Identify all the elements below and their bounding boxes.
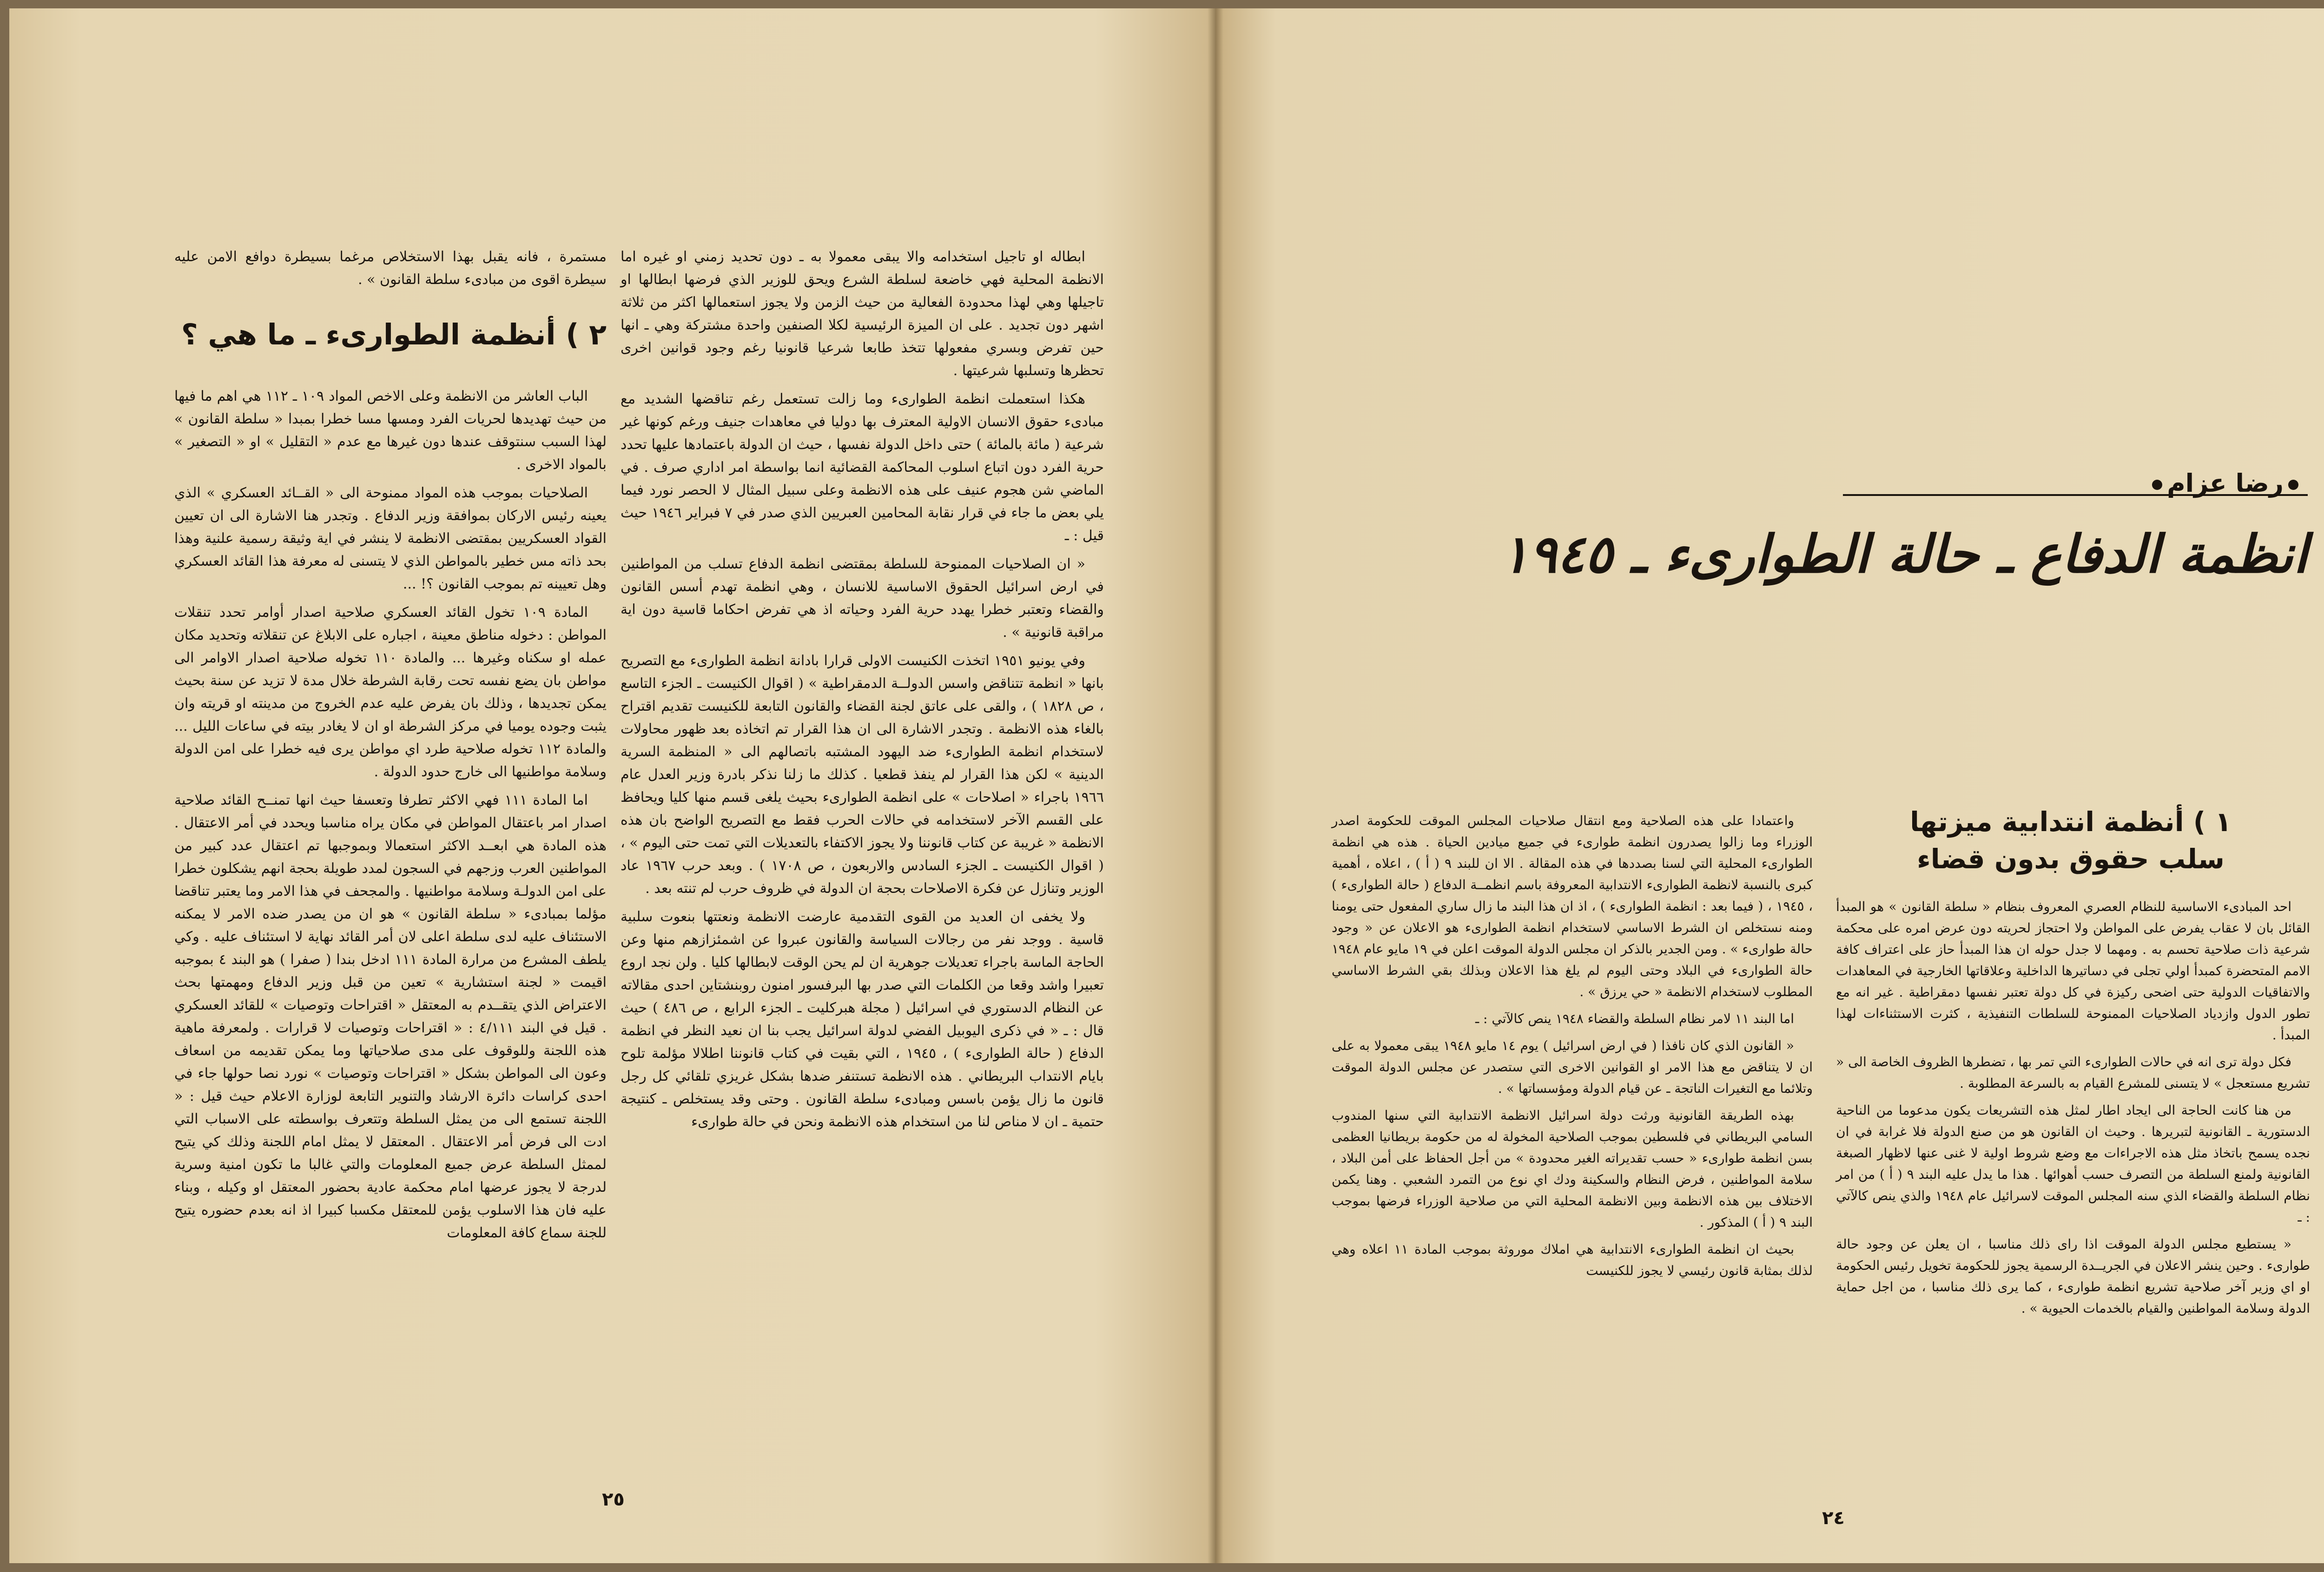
section-1-title-line-1: ١ ) أنظمة انتدابية ميزتها xyxy=(1910,806,2232,838)
author-byline xyxy=(1866,469,2303,498)
paragraph: ابطاله او تاجيل استخدامه والا يبقى معمولا به ـ دون تحديد زمني او غيره اما الانظمة المحلية فهي خاضعة لسلطة الشرع ويحق للوزير الذي فرضها ابطالها او تاجيلها وهي لهذا محدودة الفعالية من حيث الزمن ولا يجوز استعمالها اكثر من ثلاثة اشهر دون تجديد . على ان الميزة الرئيسية لكلا الصنفين واحدة مشتركة وهي ـ انها حين تفرض وبسري مفعولها تتخذ طابعا شرعيا قانونيا رغم وجود قوانين اخرى تحظرها وتسلبها شرعيتها . xyxy=(621,249,1104,379)
page-number: ٢٤ xyxy=(1822,1507,1845,1529)
paragraph: اما المادة ١١١ فهي الاكثر تطرفا وتعسفا حيث انها تمنــح القائد صلاحية اصدار امر باعتقال المواطن في مكان يراه مناسبا ويحدد في أمر الاعتقال . هذه المادة هي ابعــد الاكثر استعمالا وبموجبها تم اعتقال عدد كبير من المواطنين العرب وزجهم في السجون لمدد طويلة بحجة انهم يشكلون خطرا على امن الدولـة وسلامة مواطنيها . والمجحف في هذا الامر وما يعتبر تناقضا مؤلما بمبادىء « سلطة القانون » هو ان من يصدر ضده الامر لا يمكنه الاستئناف عليه لدى سلطة اعلى لان أمر القائد نهاية لا استئناف عليه . وكي يلطف المشرع من مرارة المادة ١١١ ادخل بندا ( صفرا ) هو البند ٤ بموجبه اقيمت « لجنة استشارية » تعين من قبل وزير الدفاع ومهمتها بحث الاعتراض الذي يتقــدم به المعتقل « اقتراحات وتوصيات » للقائد العسكري . قيل في البند ٤/١١١ : « اقتراحات وتوصيات لا قرارات . ولمعرفة ماهية هذه اللجنة وللوقوف على مدى صلاحياتها وما يمكن تقديمه من اسعاف وعون الى المواطن بشكل « اقتراحات وتوصيات » نورد نصا حولها جاء في احدى كراسات دائرة الارشاد والتنوير التابعة لوزارة الاعلام حيث قيل : « اللجنة تستمع الى من يمثل السلطة وتتعرف بواسطته على الاسباب التي ادت الى فرض أمر الاعتقال . المعتقل لا يمثل امام اللجنة وذلك كي يتيح لممثل السلطة عرض جميع المعلومات والتي غالبا ما تكون امنية وسرية لدرجة لا يجوز عرضها امام محكمة عادية بحضور المعتقل او وكيله ، وبناء عليه فان هذا الاسلوب يؤمن للمعتقل مكسبا كبيرا اذ انه بعدم حضوره يتيح للجنة سماع كافة المعلومات xyxy=(174,792,607,1241)
author-name: رضا عزام xyxy=(2167,469,2284,498)
paragraph: ولا يخفى ان العديد من القوى التقدمية عارضت الانظمة ونعتتها بنعوت سلبية قاسية . ووجد نفر من رجالات السياسة والقانون عبروا عن اشمئزازهم منها وعن الحاجة الماسة باجراء تعديلات جوهرية ان لم يحن الوقت لابطالها كليا . ولن نجد اروع تعبيرا واشد وقعا من الكلمات التي صدر بها البرفسور امنون روبنشتاين احدى مقالاته عن النظام الدستوري في اسرائيل ( مجلة هبركليت ـ الجزء الرابع ، ص ٤٨٦ ) حيث قال : ـ « في ذكرى اليوبيل الفضي لدولة اسرائيل يجب بنا ان نعيد النظر في انظمة الدفاع ( حالة الطوارىء ) ، ١٩٤٥ ، التي بقيت في كتاب قانوننا اطلالا مؤلمة تلوح بايام الانتداب البريطاني . هذه الانظمة تستنفر ضدها بشكل غريزي تلقائي كل رجل قانون ما زال يؤمن باسس ومبادىء سلطة القانون . وحتى وقد يستخلص ـ كنتيجة حتمية ـ ان لا مناص لنا من استخدام هذه الانظمة ونحن في حالة طوارىء xyxy=(621,909,1104,1130)
paragraph: بهذه الطريقة القانونية ورثت دولة اسرائيل الانظمة الانتدابية التي سنها المندوب السامي البريطاني في فلسطين بموجب الصلاحية المخولة له من حكومة بريطانيا العظمى بسن انظمة طوارىء « حسب تقديراته الغير محدودة » من أجل الحفاظ على أمن البلاد ، سلامة المواطنين ، فرض النظام والسكينة ودك اي نوع من التمرد الشعبي . وهنا يكمن الاختلاف بين هذه الانظمة وبين الانظمة المحلية التي من صلاحية الوزراء فرضها بموجب البند ٩ ( أ ) المذكور . xyxy=(1332,1108,1813,1230)
paragraph: الباب العاشر من الانظمة وعلى الاخص المواد ١٠٩ ـ ١١٢ هي اهم ما فيها من حيث تهديدها لحريات الفرد ومسها مسا خطرا بمبدا « سلطة القانون » لهذا السبب سنتوقف عندها دون غيرها مع عدم « التقليل » او « التصغير » بالمواد الاخرى . xyxy=(174,388,607,473)
section-1-title-line-2: سلب حقوق بدون قضاء xyxy=(1917,843,2225,875)
paragraph: المادة ١٠٩ تخول القائد العسكري صلاحية اصدار أوامر تحدد تنقلات المواطن : دخوله مناطق معينة ، اجباره على الابلاغ عن تنقلاته وتحديد مكان عمله او سكناه وغيرها ... والمادة ١١٠ تخوله صلاحية اصدار الاوامر الى مواطن بان يضع نفسه تحت رقابة الشرطة خلال مدة لا تزيد عن سنة بحيث يمكن تجديدها ، وذلك بان يفرض عليه عدم الخروج من مدينته او قريته وان يثبت وجوده يوميا في مركز الشرطة او ان لا يغادر بيته في ساعات الليل ... والمادة ١١٢ تخوله صلاحية طرد اي مواطن يرى فيه خطرا على امن الدولة وسلامة مواطنيها الى خارج حدود الدولة . xyxy=(174,604,607,780)
quote-paragraph: « ان الصلاحيات الممنوحة للسلطة بمقتضى انظمة الدفاع تسلب من المواطنين في ارض اسرائيل الحقوق الاساسية للانسان ، وهي انظمة تهدم أسس القانون والقضاء وتعتبر خطرا يهدد حرية الفرد وحياته اذ هي تفرض احكاما قاسية دون اية مراقبة قانونية » . xyxy=(621,556,1104,641)
right-page xyxy=(1215,8,2324,1563)
magazine-spread xyxy=(9,8,2324,1563)
right-page-right-column xyxy=(1836,896,2310,1500)
quote-paragraph: « القانون الذي كان نافذا ( في ارض اسرائيل ) يوم ١٤ مايو ١٩٤٨ يبقى معمولا به على ان لا يتناقض مع هذا الامر او القوانين الاخرى التي ستصدر عن مجلس الدولة الموقت وتلائما مع التغيرات الناتجة ـ عن قيام الدولة ومؤسساتها » . xyxy=(1332,1038,1813,1096)
right-page-left-column xyxy=(1332,810,1813,1493)
bullet-icon xyxy=(2288,480,2298,490)
paragraph: وفي يونيو ١٩٥١ اتخذت الكنيست الاولى قرارا بادانة انظمة الطوارىء مع التصريح بانها « انظمة تتناقض واسس الدولــة الدمقراطية » ( اقوال الكنيست ـ الجزء التاسع ، ص ١٨٢٨ ) ، والقى على عاتق لجنة القضاء والقانون التابعة للكنيست تقديم اقتراح بالغاء هذه الانظمة . وتجدر الاشارة الى ان هذا القرار تم اتخاذه بعد ظهور محاولات لاستخدام انظمة الطوارىء ضد اليهود المشتبه باتصالهم الى « المنظمة السرية الدينية » لكن هذا القرار لم ينفذ قطعيا . كذلك ما زلنا نذكر بادرة وزير العدل عام ١٩٦٦ باجراء « اصلاحات » على انظمة الطوارىء بحيث يلغى قسم منها كليا ويحافظ على القسم الآخر لاستخدامه في حالات الحرب فقط مع التصريح الواضح بان هذه الانظمة « غريبة عن كتاب قانوننا ولا يجوز الاكتفاء بالتعديلات التي تمت حتى اليوم » ، ( اقوال الكنيست ـ الجزء السادس والاربعون ، ص ١٧٠٨ ) . وبعد حرب ١٩٦٧ عاد الوزير وتنازل عن فكرة الاصلاحات بحجة ان الدولة في ظروف حرب لم تنته بعد . xyxy=(621,653,1104,897)
paragraph: اما البند ١١ لامر نظام السلطة والقضاء ١٩٤٨ ينص كالآتي : ـ xyxy=(1475,1011,1794,1026)
left-page xyxy=(9,8,1215,1563)
paragraph: من هنا كانت الحاجة الى ايجاد اطار لمثل هذه التشريعات يكون مدعوما من الناحية الدستورية ـ القانونية لتبريرها . وحيث ان القانون هو من صنع الدولة فلا غرابة في ان نجده يسمح باتخاذ مثل هذه الاجراءات مع وضع شروط اولية لا غنى عنها لاظهار الصبغة القانونية ولمنع السلطة من التصرف حسب أهوائها . هذا ما يدل عليه البند ٩ ( أ ) من امر نظام السلطة والقضاء الذي سنه المجلس الموقت لاسرائيل عام ١٩٤٨ والذي ينص كالآتي : ـ xyxy=(1836,1103,2311,1225)
paragraph: هكذا استعملت انظمة الطوارىء وما زالت تستعمل رغم تناقضها الشديد مع مبادىء حقوق الانسان الاولية المعترف بها دوليا في معاهدات جنيف ورغم كونها غير شرعية ( مائة بالمائة ) حتى داخل الدولة نفسها ، حيث ان الدولة باعتمادها عليها تحدد حرية الفرد دون اتباع اسلوب المحاكمة القضائية انما بواسطة امر اداري صرف . في الماضي شن هجوم عنيف على هذه الانظمة وعلى سبيل المثال لا الحصر نورد فيما يلي بعض ما جاء في قرار نقابة المحامين العبريين الذي صدر في ٧ فبراير ١٩٤٦ حيث قيل : ـ xyxy=(621,391,1104,544)
section-1-title xyxy=(1831,803,2310,878)
bullet-icon xyxy=(2152,480,2162,490)
paragraph: واعتمادا على هذه الصلاحية ومع انتقال صلاحيات المجلس الموقت للحكومة اصدر الوزراء وما زالوا يصدرون انظمة طوارىء في جميع ميادين الحياة . هذه هي انظمة الطوارىء المحلية التي لسنا بصددها في هذه المقالة . الا ان للبند ٩ ( أ ) ، اعلاه ، أهمية كبرى بالنسبة لانظمة الطوارىء الانتدابية المعروفة باسم انظمــة الدفاع ( حالة الطوارىء ) ، ١٩٤٥ ، ( فيما بعد : انظمة الطوارىء ) ، اذ ان هذا البند ما زال ساري المفعول حتى يومنا ومنه نستخلص ان الشرط الاساسي لاستخدام انظمة الطوارىء هو الاعلان عن « وجود حالة طوارىء » . ومن الجدير بالذكر ان مجلس الدولة الموقت اعلن في ١٩ مايو عام ١٩٤٨ حالة الطوارىء في البلاد وحتى اليوم لم يلغ هذا الاعلان وبذلك بقي الشرط الاساسي المطلوب لاستخدام الانظمة « حي يرزق » . xyxy=(1332,813,1813,999)
left-page-right-column xyxy=(621,245,1104,1473)
left-page-left-column xyxy=(174,385,607,1473)
page-number: ٢٥ xyxy=(602,1489,625,1510)
binding-gutter xyxy=(1208,8,1223,1563)
paragraph: احد المبادىء الاساسية للنظام العصري المعروف بنظام « سلطة القانون » هو المبدأ القائل بان لا عقاب يفرض على المواطن ولا احتجاز لحريته دون عرض امره على محكمة شرعية ذات صلاحية تحسم به . ومهما لا جدل حوله ان هذا المبدأ حاز على اعتراف كافة الامم المتحضرة كمبدأ اولي تجلى في دساتيرها الداخلية وعلاقاتها الخارجية في المعاهدات والاتفاقيات الدولية حتى اضحى ركيزة في كل دولة تعتبر نفسها دمقراطية . غير انه مع تطور الدول وازدياد الصلاحيات الممنوحة للسلطات التنفيذية ، كثرت الاستثناءات لهذا المبدأ . xyxy=(1836,899,2310,1043)
paragraph: بحيث ان انظمة الطوارىء الانتدابية هي املاك موروثة بموجب المادة ١١ اعلاه وهي لذلك بمثابة قانون رئيسي لا يجوز للكنيست xyxy=(1332,1242,1813,1278)
paragraph: فكل دولة ترى انه في حالات الطوارىء التي تمر بها ، تضطرها الظروف الخاصة الى « تشريع مستعجل » لا يتسنى للمشرع القيام به بالسرعة المطلوبة . xyxy=(1836,1054,2310,1091)
quote-paragraph: « يستطيع مجلس الدولة الموقت اذا راى ذلك مناسبا ، ان يعلن عن وجود حالة طوارىء . وحين ينشر الاعلان في الجريــدة الرسمية يجوز للحكومة تخويل رئيس الحكومة او اي وزير آخر صلاحية تشريع انظمة طوارىء ، كما يرى ذلك مناسبا ، من اجل حماية الدولة وسلامة المواطنين والقيام بالخدمات الحيوية » . xyxy=(1836,1236,2310,1316)
section-2-title: ٢ ) أنظمة الطوارىء ـ ما هي ؟ xyxy=(181,317,607,351)
left-page-left-column-intro xyxy=(174,245,607,301)
paragraph: الصلاحيات بموجب هذه المواد ممنوحة الى « القــائد العسكري » الذي يعينه رئيس الاركان بموافقة وزير الدفاع . وتجدر هنا الاشارة الى ان تعيين القواد العسكريين بمقتضى الانظمة لا ينشر في اية وثيقة رسمية علنية وهذا بحد ذاته مس خطير بالمواطن الذي لا يتسنى له معرفة هذا القائد العسكري وهل تعيينه تم بموجب القانون ؟! ... xyxy=(174,485,607,592)
paragraph: مستمرة ، فانه يقبل بهذا الاستخلاص مرغما بسيطرة دوافع الامن عليه سيطرة اقوى من مبادىء سلطة القانون » . xyxy=(174,249,607,288)
article-title: انظمة الدفاع ـ حالة الطوارىء ـ ١٩٤٥ xyxy=(1501,524,2308,585)
